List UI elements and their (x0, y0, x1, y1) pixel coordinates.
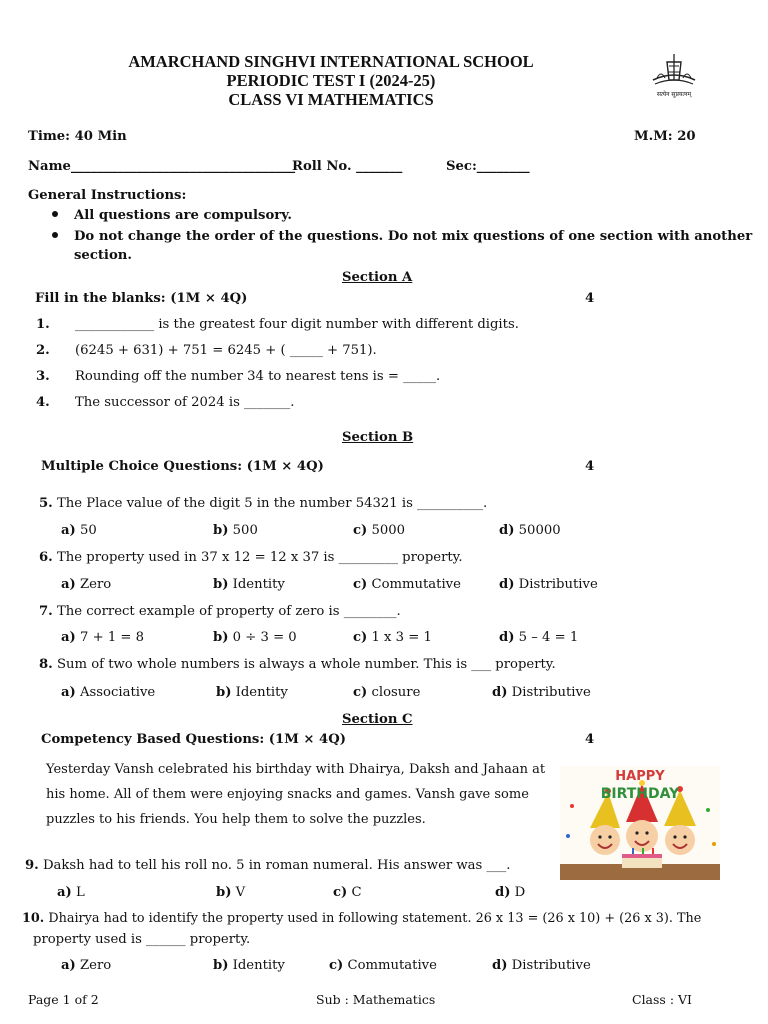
question: 8. Sum of two whole numbers is always a whole number. This is ___ property. (39, 657, 556, 672)
school-logo (645, 48, 703, 106)
question-text: Rounding off the number 34 to nearest tens is = _____. (75, 369, 441, 384)
instruction-item: Do not change the order of the questions. Do not mix questions of one section with another (52, 229, 752, 244)
option: b) Identity (216, 685, 288, 700)
test-title: PERIODIC TEST I (2024-25) (226, 71, 436, 90)
option: b) Identity (213, 577, 285, 592)
sec-field: Sec:________ (446, 159, 530, 174)
instruction-item: All questions are compulsory. (52, 208, 292, 223)
option: d) Distributive (492, 958, 591, 973)
option: d) Distributive (499, 577, 598, 592)
birthday-image (560, 766, 720, 880)
option: d) D (495, 885, 526, 900)
option: b) V (216, 885, 246, 900)
option: a) Zero (61, 958, 112, 973)
question: 6. The property used in 37 x 12 = 12 x 37 is _________ property. (39, 550, 463, 565)
question: 10. Dhairya had to identify the property used in following statement. 26 x 13 = (26 x 10) + (26 x 3). The (22, 911, 702, 926)
instructions-title: General Instructions: (28, 188, 187, 203)
question: 9. Daksh had to tell his roll no. 5 in roman numeral. His answer was ___. (25, 858, 511, 873)
option: c) C (333, 885, 362, 900)
footer-class: Class : VI (632, 992, 692, 1007)
passage-line: puzzles to his friends. You help them to solve the puzzles. (46, 812, 426, 827)
option: a) Associative (61, 685, 156, 700)
section-c-marks: 4 (585, 732, 595, 747)
option: d) 50000 (499, 523, 561, 538)
name-field: Name__________________________________ (28, 159, 296, 174)
option: b) 0 ÷ 3 = 0 (213, 630, 297, 645)
option: c) closure (353, 685, 421, 700)
passage-line: his home. All of them were enjoying snacks and games. Vansh gave some (46, 787, 529, 802)
option: c) Commutative (329, 958, 437, 973)
option: a) Zero (61, 577, 112, 592)
question-text: (6245 + 631) + 751 = 6245 + ( _____ + 751). (75, 343, 377, 358)
school-name: AMARCHAND SINGHVI INTERNATIONAL SCHOOL (128, 52, 534, 71)
option: c) Commutative (353, 577, 461, 592)
option: c) 5000 (353, 523, 406, 538)
question-text: ____________ is the greatest four digit number with different digits. (75, 317, 519, 332)
question-text: The successor of 2024 is _______. (75, 395, 295, 410)
time-label: Time: 40 Min (28, 129, 127, 144)
logo-motto: सत्येन सुप्रयत्नम् (656, 91, 692, 98)
instruction-item-continued: section. (74, 248, 132, 263)
section-c-title: Section C (342, 712, 413, 727)
section-b-marks: 4 (585, 459, 595, 474)
question: 5. The Place value of the digit 5 in the number 54321 is __________. (39, 496, 488, 511)
option: b) Identity (213, 958, 285, 973)
section-a-title: Section A (342, 270, 413, 285)
class-subject: CLASS VI MATHEMATICS (228, 90, 434, 109)
option: a) 7 + 1 = 8 (61, 630, 145, 645)
passage-line: Yesterday Vansh celebrated his birthday with Dhairya, Daksh and Jahaan at (46, 762, 546, 777)
question: 4. (36, 395, 50, 410)
option: a) L (57, 885, 85, 900)
image-text-birthday: BIRTHDAY (600, 786, 680, 802)
section-a-marks: 4 (585, 291, 595, 306)
question: 3. (36, 369, 50, 384)
option: c) 1 x 3 = 1 (353, 630, 432, 645)
question: 7. The correct example of property of zero is ________. (39, 604, 401, 619)
question: 2. (36, 343, 50, 358)
option: b) 500 (213, 523, 258, 538)
bullet-icon (52, 232, 58, 238)
option: d) 5 – 4 = 1 (499, 630, 579, 645)
question-text-continued: property used is ______ property. (33, 932, 251, 947)
roll-field: Roll No. _______ (292, 159, 403, 174)
max-marks: M.M: 20 (634, 129, 696, 144)
section-b-title: Section B (342, 430, 414, 445)
image-text-happy: HAPPY (615, 769, 665, 784)
section-b-heading: Multiple Choice Questions: (1M × 4Q) (41, 459, 324, 474)
footer-subject: Sub : Mathematics (316, 992, 436, 1007)
bullet-icon (52, 211, 58, 217)
question: 1. (36, 317, 50, 332)
section-a-heading: Fill in the blanks: (1M × 4Q) (35, 291, 248, 306)
section-c-heading: Competency Based Questions: (1M × 4Q) (41, 732, 346, 747)
option: d) Distributive (492, 685, 591, 700)
option: a) 50 (61, 523, 97, 538)
page-number: Page 1 of 2 (28, 992, 99, 1007)
